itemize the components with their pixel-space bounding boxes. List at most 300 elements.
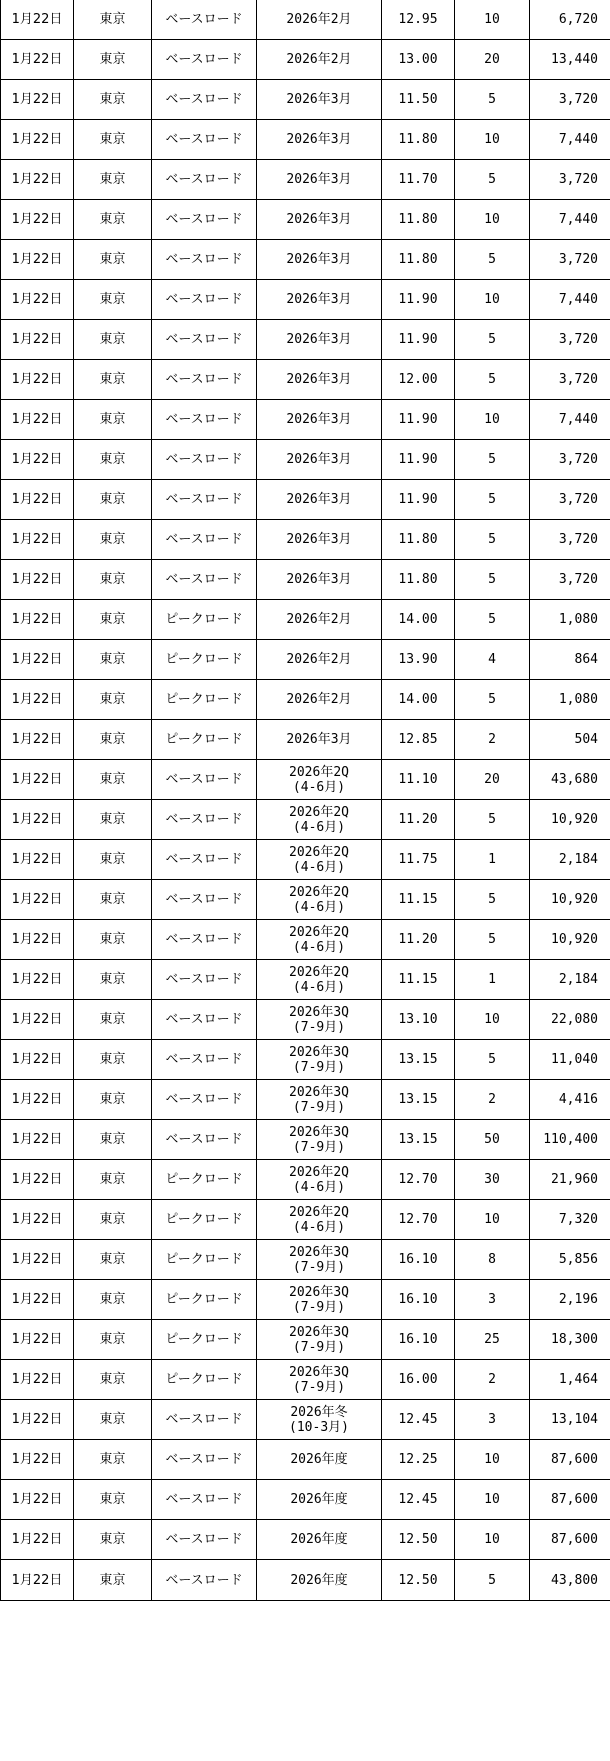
quantity-cell: 10 (455, 1480, 530, 1520)
trade-date-cell: 1月22日 (1, 1120, 74, 1160)
trade-date-cell: 1月22日 (1, 680, 74, 720)
amount-cell: 7,440 (530, 400, 610, 440)
product-cell: ピークロード (152, 1160, 257, 1200)
price-cell: 12.85 (382, 720, 455, 760)
product-cell: ベースロード (152, 360, 257, 400)
quantity-cell: 2 (455, 720, 530, 760)
price-cell: 13.15 (382, 1040, 455, 1080)
area-cell: 東京 (74, 880, 152, 920)
trade-date-cell: 1月22日 (1, 40, 74, 80)
area-cell: 東京 (74, 200, 152, 240)
amount-cell: 3,720 (530, 320, 610, 360)
delivery-period-line: 2026年3Q (289, 1324, 349, 1340)
delivery-period-cell (257, 680, 382, 720)
price-cell: 12.95 (382, 0, 455, 40)
table-row (1, 720, 610, 760)
quantity-cell: 2 (455, 1080, 530, 1120)
table-row (1, 1240, 610, 1280)
quantity-cell: 10 (455, 1520, 530, 1560)
area-cell: 東京 (74, 1280, 152, 1320)
price-cell: 12.45 (382, 1480, 455, 1520)
amount-cell: 3,720 (530, 520, 610, 560)
quantity-cell: 5 (455, 880, 530, 920)
price-cell: 12.70 (382, 1200, 455, 1240)
delivery-period-line: 2026年3Q (289, 1044, 349, 1060)
trade-date-cell: 1月22日 (1, 640, 74, 680)
quantity-cell: 20 (455, 40, 530, 80)
amount-cell: 43,800 (530, 1560, 610, 1601)
quantity-cell: 5 (455, 600, 530, 640)
trade-table-body (1, 0, 610, 1601)
delivery-period-cell (257, 1040, 382, 1080)
table-row (1, 880, 610, 920)
area-cell: 東京 (74, 800, 152, 840)
delivery-period-cell (257, 720, 382, 760)
amount-cell: 87,600 (530, 1440, 610, 1480)
product-cell: ベースロード (152, 1440, 257, 1480)
product-cell: ベースロード (152, 760, 257, 800)
trade-date-cell: 1月22日 (1, 1440, 74, 1480)
area-cell: 東京 (74, 960, 152, 1000)
delivery-period-cell (257, 1120, 382, 1160)
product-cell: ベースロード (152, 200, 257, 240)
quantity-cell: 5 (455, 560, 530, 600)
product-cell: ベースロード (152, 1400, 257, 1440)
delivery-period-line: (7-9月) (292, 1099, 346, 1115)
price-cell: 16.10 (382, 1320, 455, 1360)
delivery-period-line: 2026年3月 (286, 92, 352, 107)
product-cell: ベースロード (152, 0, 257, 40)
area-cell: 東京 (74, 80, 152, 120)
product-cell: ベースロード (152, 840, 257, 880)
amount-cell: 2,196 (530, 1280, 610, 1320)
delivery-period-line: 2026年3月 (286, 332, 352, 347)
product-cell: ベースロード (152, 1040, 257, 1080)
table-row (1, 640, 610, 680)
product-cell: ベースロード (152, 1000, 257, 1040)
quantity-cell: 10 (455, 0, 530, 40)
trade-date-cell: 1月22日 (1, 1320, 74, 1360)
amount-cell: 10,920 (530, 920, 610, 960)
delivery-period-line: 2026年3月 (286, 292, 352, 307)
delivery-period-line: 2026年3月 (286, 372, 352, 387)
amount-cell: 3,720 (530, 80, 610, 120)
delivery-period-cell (257, 1200, 382, 1240)
delivery-period-line: (4-6月) (292, 1219, 346, 1235)
area-cell: 東京 (74, 1120, 152, 1160)
table-row (1, 440, 610, 480)
table-row (1, 680, 610, 720)
delivery-period-cell (257, 520, 382, 560)
trade-date-cell: 1月22日 (1, 1200, 74, 1240)
area-cell: 東京 (74, 1080, 152, 1120)
delivery-period-line: 2026年度 (290, 1452, 348, 1467)
area-cell: 東京 (74, 1520, 152, 1560)
price-cell: 11.75 (382, 840, 455, 880)
price-cell: 11.90 (382, 480, 455, 520)
amount-cell: 13,440 (530, 40, 610, 80)
table-row (1, 800, 610, 840)
quantity-cell: 10 (455, 1440, 530, 1480)
trade-date-cell: 1月22日 (1, 400, 74, 440)
trade-date-cell: 1月22日 (1, 840, 74, 880)
trade-date-cell: 1月22日 (1, 1240, 74, 1280)
area-cell: 東京 (74, 1360, 152, 1400)
price-cell: 11.80 (382, 120, 455, 160)
table-row (1, 520, 610, 560)
trade-date-cell: 1月22日 (1, 200, 74, 240)
product-cell: ベースロード (152, 1560, 257, 1601)
delivery-period-cell (257, 200, 382, 240)
delivery-period-line: 2026年2Q (289, 964, 349, 980)
quantity-cell: 1 (455, 840, 530, 880)
amount-cell: 22,080 (530, 1000, 610, 1040)
delivery-period-line: 2026年3Q (289, 1004, 349, 1020)
amount-cell: 3,720 (530, 440, 610, 480)
trade-date-cell: 1月22日 (1, 80, 74, 120)
product-cell: ベースロード (152, 960, 257, 1000)
quantity-cell: 5 (455, 520, 530, 560)
amount-cell: 87,600 (530, 1520, 610, 1560)
quantity-cell: 10 (455, 280, 530, 320)
price-cell: 13.00 (382, 40, 455, 80)
delivery-period-cell (257, 1320, 382, 1360)
quantity-cell: 20 (455, 760, 530, 800)
delivery-period-cell (257, 1520, 382, 1560)
delivery-period-line: 2026年2Q (289, 884, 349, 900)
delivery-period-cell (257, 280, 382, 320)
area-cell: 東京 (74, 760, 152, 800)
area-cell: 東京 (74, 280, 152, 320)
trade-date-cell: 1月22日 (1, 1000, 74, 1040)
trade-date-cell: 1月22日 (1, 1560, 74, 1601)
table-row (1, 200, 610, 240)
area-cell: 東京 (74, 1480, 152, 1520)
area-cell: 東京 (74, 120, 152, 160)
delivery-period-line: 2026年2Q (289, 764, 349, 780)
table-row (1, 1480, 610, 1520)
table-row (1, 280, 610, 320)
table-row (1, 840, 610, 880)
table-row (1, 600, 610, 640)
product-cell: ベースロード (152, 40, 257, 80)
delivery-period-line: 2026年2月 (286, 652, 352, 667)
amount-cell: 6,720 (530, 0, 610, 40)
delivery-period-cell (257, 1240, 382, 1280)
table-row (1, 80, 610, 120)
price-cell: 11.70 (382, 160, 455, 200)
delivery-period-cell (257, 360, 382, 400)
quantity-cell: 25 (455, 1320, 530, 1360)
amount-cell: 2,184 (530, 960, 610, 1000)
price-cell: 11.80 (382, 560, 455, 600)
delivery-period-line: 2026年3月 (286, 172, 352, 187)
amount-cell: 5,856 (530, 1240, 610, 1280)
table-row (1, 1000, 610, 1040)
table-row (1, 160, 610, 200)
quantity-cell: 5 (455, 440, 530, 480)
price-cell: 13.15 (382, 1120, 455, 1160)
amount-cell: 7,440 (530, 120, 610, 160)
product-cell: ベースロード (152, 280, 257, 320)
delivery-period-line: 2026年3Q (289, 1124, 349, 1140)
price-cell: 12.50 (382, 1520, 455, 1560)
product-cell: ベースロード (152, 1120, 257, 1160)
quantity-cell: 10 (455, 200, 530, 240)
price-cell: 11.50 (382, 80, 455, 120)
quantity-cell: 5 (455, 800, 530, 840)
delivery-period-cell (257, 920, 382, 960)
product-cell: ベースロード (152, 440, 257, 480)
price-cell: 12.00 (382, 360, 455, 400)
area-cell: 東京 (74, 920, 152, 960)
delivery-period-cell (257, 400, 382, 440)
delivery-period-line: (4-6月) (292, 1179, 346, 1195)
delivery-period-line: 2026年3月 (286, 732, 352, 747)
delivery-period-line: 2026年2月 (286, 52, 352, 67)
product-cell: ベースロード (152, 120, 257, 160)
price-cell: 11.20 (382, 800, 455, 840)
amount-cell: 7,320 (530, 1200, 610, 1240)
delivery-period-cell (257, 120, 382, 160)
delivery-period-line: 2026年2Q (289, 924, 349, 940)
table-row (1, 1080, 610, 1120)
delivery-period-line: (4-6月) (292, 779, 346, 795)
delivery-period-line: (4-6月) (292, 979, 346, 995)
price-cell: 11.90 (382, 280, 455, 320)
product-cell: ピークロード (152, 1240, 257, 1280)
price-cell: 12.70 (382, 1160, 455, 1200)
price-cell: 13.10 (382, 1000, 455, 1040)
delivery-period-line: 2026年3月 (286, 252, 352, 267)
table-row (1, 400, 610, 440)
product-cell: ピークロード (152, 680, 257, 720)
area-cell: 東京 (74, 0, 152, 40)
price-cell: 12.25 (382, 1440, 455, 1480)
delivery-period-cell (257, 1440, 382, 1480)
quantity-cell: 1 (455, 960, 530, 1000)
delivery-period-cell (257, 0, 382, 40)
delivery-period-line: (10-3月) (289, 1419, 349, 1435)
price-cell: 13.15 (382, 1080, 455, 1120)
delivery-period-cell (257, 80, 382, 120)
trade-date-cell: 1月22日 (1, 280, 74, 320)
area-cell: 東京 (74, 720, 152, 760)
delivery-period-cell (257, 480, 382, 520)
area-cell: 東京 (74, 600, 152, 640)
table-row (1, 560, 610, 600)
product-cell: ベースロード (152, 520, 257, 560)
trade-date-cell: 1月22日 (1, 880, 74, 920)
delivery-period-line: 2026年2Q (289, 804, 349, 820)
amount-cell: 7,440 (530, 280, 610, 320)
area-cell: 東京 (74, 320, 152, 360)
delivery-period-cell (257, 560, 382, 600)
delivery-period-line: (7-9月) (292, 1339, 346, 1355)
price-cell: 11.90 (382, 400, 455, 440)
delivery-period-cell (257, 1000, 382, 1040)
delivery-period-line: 2026年3月 (286, 212, 352, 227)
delivery-period-line: (4-6月) (292, 819, 346, 835)
amount-cell: 1,080 (530, 680, 610, 720)
area-cell: 東京 (74, 1040, 152, 1080)
delivery-period-cell (257, 1560, 382, 1601)
trade-date-cell: 1月22日 (1, 1520, 74, 1560)
quantity-cell: 10 (455, 1000, 530, 1040)
price-cell: 16.00 (382, 1360, 455, 1400)
trade-date-cell: 1月22日 (1, 440, 74, 480)
delivery-period-cell (257, 320, 382, 360)
delivery-period-line: (7-9月) (292, 1379, 346, 1395)
amount-cell: 10,920 (530, 800, 610, 840)
amount-cell: 504 (530, 720, 610, 760)
area-cell: 東京 (74, 1320, 152, 1360)
area-cell: 東京 (74, 440, 152, 480)
delivery-period-cell (257, 760, 382, 800)
trade-date-cell: 1月22日 (1, 1040, 74, 1080)
delivery-period-cell (257, 600, 382, 640)
trade-date-cell: 1月22日 (1, 760, 74, 800)
area-cell: 東京 (74, 360, 152, 400)
amount-cell: 43,680 (530, 760, 610, 800)
table-row (1, 1120, 610, 1160)
trade-date-cell: 1月22日 (1, 240, 74, 280)
delivery-period-line: (7-9月) (292, 1059, 346, 1075)
amount-cell: 11,040 (530, 1040, 610, 1080)
delivery-period-cell (257, 40, 382, 80)
delivery-period-line: 2026年3月 (286, 452, 352, 467)
table-row (1, 1280, 610, 1320)
delivery-period-cell (257, 800, 382, 840)
price-cell: 16.10 (382, 1240, 455, 1280)
amount-cell: 3,720 (530, 360, 610, 400)
quantity-cell: 30 (455, 1160, 530, 1200)
delivery-period-cell (257, 960, 382, 1000)
trade-date-cell: 1月22日 (1, 480, 74, 520)
delivery-period-line: 2026年度 (290, 1532, 348, 1547)
trade-date-cell: 1月22日 (1, 320, 74, 360)
delivery-period-line: (7-9月) (292, 1259, 346, 1275)
table-row (1, 1360, 610, 1400)
amount-cell: 2,184 (530, 840, 610, 880)
delivery-period-line: 2026年冬 (290, 1404, 348, 1420)
table-row (1, 1520, 610, 1560)
amount-cell: 1,464 (530, 1360, 610, 1400)
price-cell: 12.50 (382, 1560, 455, 1601)
amount-cell: 13,104 (530, 1400, 610, 1440)
area-cell: 東京 (74, 1200, 152, 1240)
product-cell: ベースロード (152, 560, 257, 600)
price-cell: 16.10 (382, 1280, 455, 1320)
product-cell: ベースロード (152, 480, 257, 520)
table-row (1, 0, 610, 40)
table-row (1, 1320, 610, 1360)
trade-date-cell: 1月22日 (1, 600, 74, 640)
area-cell: 東京 (74, 1160, 152, 1200)
delivery-period-cell (257, 1400, 382, 1440)
trade-date-cell: 1月22日 (1, 1160, 74, 1200)
amount-cell: 3,720 (530, 240, 610, 280)
amount-cell: 1,080 (530, 600, 610, 640)
delivery-period-line: 2026年2月 (286, 612, 352, 627)
area-cell: 東京 (74, 1240, 152, 1280)
delivery-period-cell (257, 440, 382, 480)
trade-date-cell: 1月22日 (1, 1480, 74, 1520)
area-cell: 東京 (74, 480, 152, 520)
table-row (1, 1440, 610, 1480)
delivery-period-line: (4-6月) (292, 939, 346, 955)
price-cell: 12.45 (382, 1400, 455, 1440)
delivery-period-cell (257, 640, 382, 680)
product-cell: ベースロード (152, 1480, 257, 1520)
delivery-period-cell (257, 240, 382, 280)
price-cell: 11.10 (382, 760, 455, 800)
delivery-period-line: 2026年3Q (289, 1244, 349, 1260)
trade-date-cell: 1月22日 (1, 720, 74, 760)
product-cell: ベースロード (152, 80, 257, 120)
price-cell: 14.00 (382, 600, 455, 640)
delivery-period-cell (257, 1280, 382, 1320)
quantity-cell: 5 (455, 80, 530, 120)
delivery-period-line: 2026年3Q (289, 1284, 349, 1300)
table-row (1, 1040, 610, 1080)
table-row (1, 1200, 610, 1240)
trade-date-cell: 1月22日 (1, 1400, 74, 1440)
delivery-period-line: (4-6月) (292, 859, 346, 875)
trade-date-cell: 1月22日 (1, 560, 74, 600)
product-cell: ピークロード (152, 1280, 257, 1320)
delivery-period-line: 2026年3月 (286, 412, 352, 427)
quantity-cell: 10 (455, 400, 530, 440)
quantity-cell: 10 (455, 120, 530, 160)
product-cell: ベースロード (152, 1520, 257, 1560)
area-cell: 東京 (74, 1440, 152, 1480)
delivery-period-line: (4-6月) (292, 899, 346, 915)
area-cell: 東京 (74, 520, 152, 560)
quantity-cell: 10 (455, 1200, 530, 1240)
quantity-cell: 5 (455, 160, 530, 200)
trade-date-cell: 1月22日 (1, 800, 74, 840)
delivery-period-line: 2026年3Q (289, 1364, 349, 1380)
product-cell: ピークロード (152, 720, 257, 760)
quantity-cell: 5 (455, 680, 530, 720)
table-row (1, 360, 610, 400)
product-cell: ベースロード (152, 240, 257, 280)
delivery-period-line: (7-9月) (292, 1019, 346, 1035)
trade-date-cell: 1月22日 (1, 0, 74, 40)
table-row (1, 760, 610, 800)
price-cell: 11.20 (382, 920, 455, 960)
product-cell: ピークロード (152, 1200, 257, 1240)
delivery-period-cell (257, 840, 382, 880)
product-cell: ピークロード (152, 600, 257, 640)
product-cell: ピークロード (152, 1320, 257, 1360)
quantity-cell: 5 (455, 480, 530, 520)
table-row (1, 40, 610, 80)
price-cell: 11.15 (382, 960, 455, 1000)
delivery-period-cell (257, 1480, 382, 1520)
quantity-cell: 8 (455, 1240, 530, 1280)
trade-date-cell: 1月22日 (1, 960, 74, 1000)
delivery-period-line: 2026年2Q (289, 844, 349, 860)
table-row (1, 1560, 610, 1601)
table-row (1, 120, 610, 160)
delivery-period-line: 2026年度 (290, 1492, 348, 1507)
delivery-period-cell (257, 1160, 382, 1200)
delivery-period-line: (7-9月) (292, 1299, 346, 1315)
price-cell: 11.90 (382, 440, 455, 480)
amount-cell: 21,960 (530, 1160, 610, 1200)
